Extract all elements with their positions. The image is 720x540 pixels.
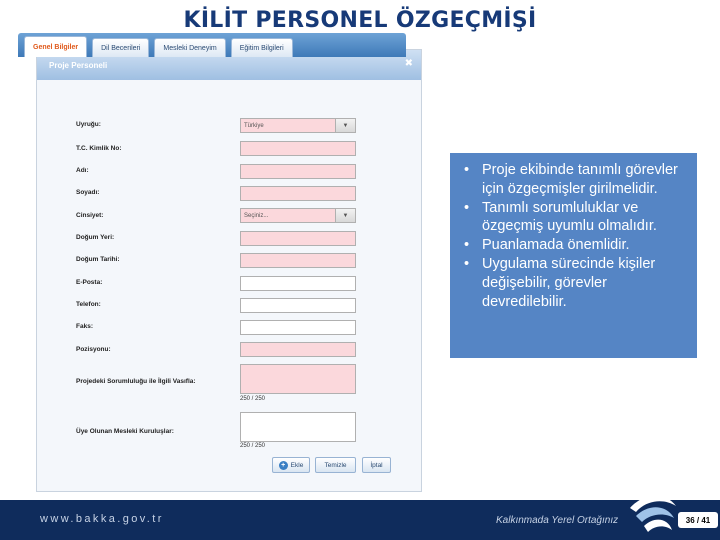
cinsiyet-select-value: Seçiniz...	[244, 212, 269, 219]
slide-title: KİLİT PERSONEL ÖZGEÇMİŞİ	[183, 8, 537, 33]
tab-egitim-bilgileri[interactable]: Eğitim Bilgileri	[231, 38, 293, 57]
field-label-pozisyonu: Pozisyonu:	[76, 346, 111, 353]
bullet-item: • Puanlamada önemlidir.	[458, 236, 687, 255]
sorumluluk-textarea[interactable]	[240, 364, 356, 394]
ekle-button-label: Ekle	[290, 461, 304, 469]
faks-input[interactable]	[240, 320, 356, 335]
bullet-box	[450, 153, 697, 358]
cinsiyet-select[interactable]	[240, 208, 356, 223]
field-label-cinsiyet: Cinsiyet:	[76, 212, 104, 219]
tab-genel-bilgiler[interactable]: Genel Bilgiler	[24, 36, 87, 57]
field-label-adi: Adı:	[76, 167, 89, 174]
field-label-tc-kimlik-no: T.C. Kimlik No:	[76, 145, 122, 152]
field-label-soyadi: Soyadı:	[76, 189, 100, 196]
uyrugu-select[interactable]	[240, 118, 356, 133]
field-label-dogum-yeri: Doğum Yeri:	[76, 234, 115, 241]
agency-logo-icon	[626, 488, 680, 534]
bullet-item: • Proje ekibinde tanımlı görevler için özgeçmişler girilmelidir.	[458, 161, 687, 199]
temizle-button[interactable]: Temizle	[315, 457, 356, 473]
bullet-item: • Uygulama sürecinde kişiler değişebilir, görevler devredilebilir.	[458, 255, 687, 311]
field-label-dogum-tarihi: Doğum Tarihi:	[76, 256, 120, 263]
field-label-uyrugu: Uyruğu:	[76, 121, 101, 128]
field-label-mesleki-kuruluslar: Üye Olunan Mesleki Kuruluşlar:	[76, 428, 174, 435]
adi-input[interactable]	[240, 164, 356, 179]
tc-kimlik-no-input[interactable]	[240, 141, 356, 156]
tab-mesleki-deneyim[interactable]: Mesleki Deneyim	[154, 38, 225, 57]
telefon-input[interactable]	[240, 298, 356, 313]
dialog-title: Proje Personeli	[49, 60, 108, 70]
field-label-telefon: Telefon:	[76, 301, 101, 308]
mesleki-kuruluslar-textarea[interactable]	[240, 412, 356, 442]
bullet-list	[458, 161, 687, 311]
tab-dil-becerileri[interactable]: Dil Becerileri	[92, 38, 149, 57]
footer-slogan: Kalkınmada Yerel Ortağınız	[496, 515, 619, 526]
ekle-button[interactable]	[272, 457, 310, 473]
pozisyonu-input[interactable]	[240, 342, 356, 357]
iptal-button[interactable]: İptal	[362, 457, 391, 473]
field-label-faks: Faks:	[76, 323, 93, 330]
footer-url: www.bakka.gov.tr	[40, 513, 164, 525]
chevron-down-icon[interactable]: ▼	[335, 119, 355, 132]
save-icon: +	[279, 461, 288, 470]
soyadi-input[interactable]	[240, 186, 356, 201]
uyrugu-select-value: Türkiye	[244, 122, 264, 129]
field-label-e-posta: E-Posta:	[76, 279, 103, 286]
mesleki-kuruluslar-char-counter: 250 / 250	[240, 443, 266, 449]
e-posta-input[interactable]	[240, 276, 356, 291]
bullet-item: • Tanımlı sorumluluklar ve özgeçmiş uyumlu olmalıdır.	[458, 199, 687, 237]
sorumluluk-char-counter: 250 / 250	[240, 396, 266, 402]
page-number: 36 / 41	[678, 512, 718, 528]
tab-bar	[18, 33, 406, 57]
dogum-tarihi-input[interactable]	[240, 253, 356, 268]
footer-bar	[0, 500, 720, 540]
field-label-sorumluluk: Projedeki Sorumluluğu ile İlgili Vasıfla:	[76, 378, 196, 385]
close-icon[interactable]: ✖	[404, 58, 413, 69]
dogum-yeri-input[interactable]	[240, 231, 356, 246]
chevron-down-icon[interactable]: ▼	[335, 209, 355, 222]
form-panel	[56, 106, 406, 486]
